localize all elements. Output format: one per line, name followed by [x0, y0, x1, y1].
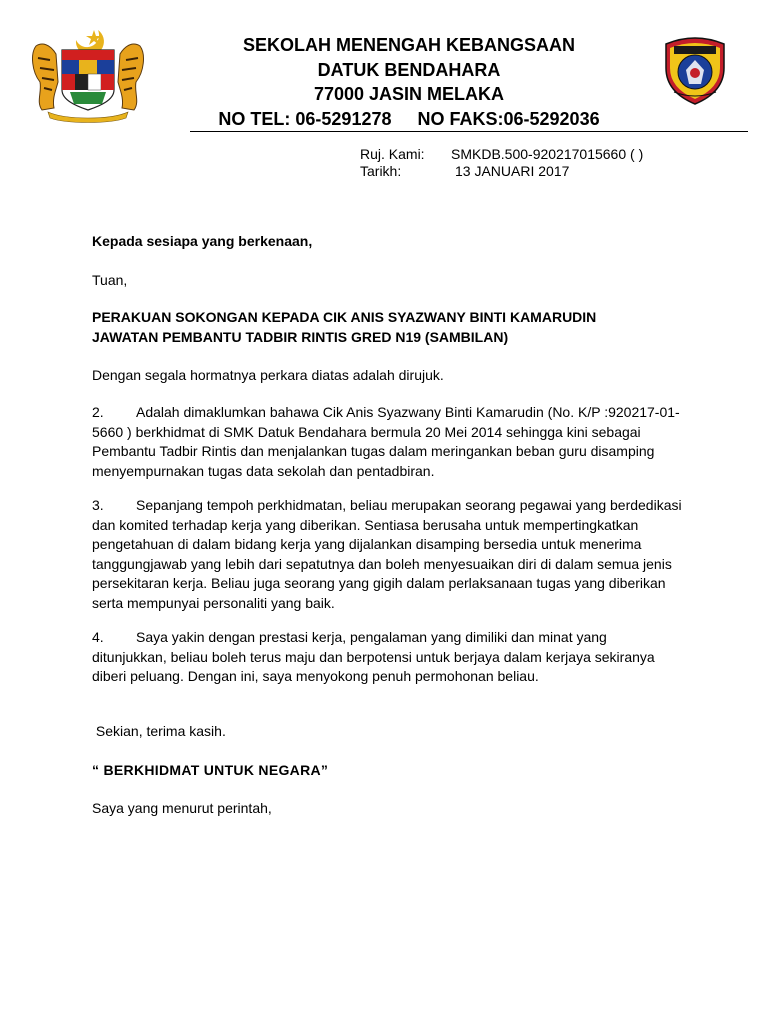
closing: Sekian, terima kasih.: [92, 723, 226, 739]
signoff: Saya yang menurut perintah,: [92, 800, 272, 816]
school-name: SEKOLAH MENENGAH KEBANGSAAN: [242, 35, 575, 55]
school-name-2: DATUK BENDAHARA: [317, 59, 501, 80]
paragraph-4: [92, 628, 680, 687]
paragraph-number: 3.: [92, 497, 104, 513]
header-divider: [190, 131, 748, 132]
paragraph-line: serta mempunyai personaliti yang baik.: [92, 594, 335, 611]
subject-line: PERAKUAN SOKONGAN KEPADA CIK ANIS SYAZWANY BINTI KAMARUDIN: [92, 309, 597, 325]
subject: [92, 308, 680, 347]
paragraph-line: dan komited terhadap kerja yang diberikan. Sentiasa berusaha untuk mempertingkatkan: [92, 516, 639, 533]
paragraph-number: 2.: [92, 404, 104, 420]
school-badge-icon: [658, 34, 732, 106]
greeting: Tuan,: [92, 272, 128, 288]
paragraph-line: tanggungjawab yang lebih dari sepatutnya dan boleh menyesuaikan diri di dalam semua jenis: [92, 555, 672, 572]
salutation: Kepada sesiapa yang berkenaan,: [92, 233, 313, 249]
school-header: [200, 33, 618, 131]
intro-paragraph: Dengan segala hormatnya perkara diatas adalah dirujuk.: [92, 367, 444, 383]
tarikh-value: 13 JANUARI 2017: [455, 163, 570, 179]
paragraph-line: menyempurnakan tugas data sekolah dan pentadbiran.: [92, 462, 435, 479]
fax-number: NO FAKS:06-5292036: [417, 108, 600, 129]
paragraph-line: persekitaran kerja. Beliau juga seorang yang gigih dalam perlaksanaan tugas yang diberikan: [92, 575, 666, 591]
paragraph-line: Sepanjang tempoh perkhidmatan, beliau merupakan seorang pegawai yang berdedikasi: [136, 497, 682, 513]
paragraph-line: Pembantu Tadbir Rintis dan menjalankan tugas dalam meringankan beban guru disamping: [92, 443, 655, 459]
letterhead: [0, 0, 768, 135]
paragraph-line: diberi peluang. Dengan ini, saya menyokong penuh permohonan beliau.: [92, 668, 539, 684]
paragraph-3: [92, 496, 680, 613]
malaysia-coat-of-arms-icon: [26, 24, 150, 124]
paragraph-number: 4.: [92, 629, 104, 645]
ruj-value: SMKDB.500-920217015660 ( ): [451, 146, 644, 162]
reference-block: [360, 146, 643, 180]
paragraph-line: Adalah dimaklumkan bahawa Cik Anis Syazwany Binti Kamarudin (No. K/P :920217-01-: [136, 404, 680, 420]
subject-line: JAWATAN PEMBANTU TADBIR RINTIS GRED N19 (SAMBILAN): [92, 328, 509, 345]
tel-number: NO TEL: 06-5291278: [218, 108, 392, 129]
tarikh-label: Tarikh:: [360, 163, 402, 179]
paragraph-line: 5660 ) berkhidmat di SMK Datuk Bendahara bermula 20 Mei 2014 sehingga kini sebagai: [92, 423, 641, 440]
motto: “ BERKHIDMAT UNTUK NEGARA”: [92, 762, 329, 778]
paragraph-line: pengetahuan di dalam bidang kerja yang dijalankan disamping bersedia untuk menerima: [92, 536, 642, 552]
paragraph-line: ditunjukkan, beliau boleh terus maju dan berpotensi untuk berjaya dalam kerjaya sekiranya: [92, 648, 655, 665]
paragraph-2: [92, 403, 680, 481]
ruj-label: Ruj. Kami:: [360, 146, 425, 162]
contact-line: [200, 107, 618, 132]
school-address: 77000 JASIN MELAKA: [313, 84, 505, 104]
paragraph-line: Saya yakin dengan prestasi kerja, pengalaman yang dimiliki dan minat yang: [136, 629, 607, 645]
